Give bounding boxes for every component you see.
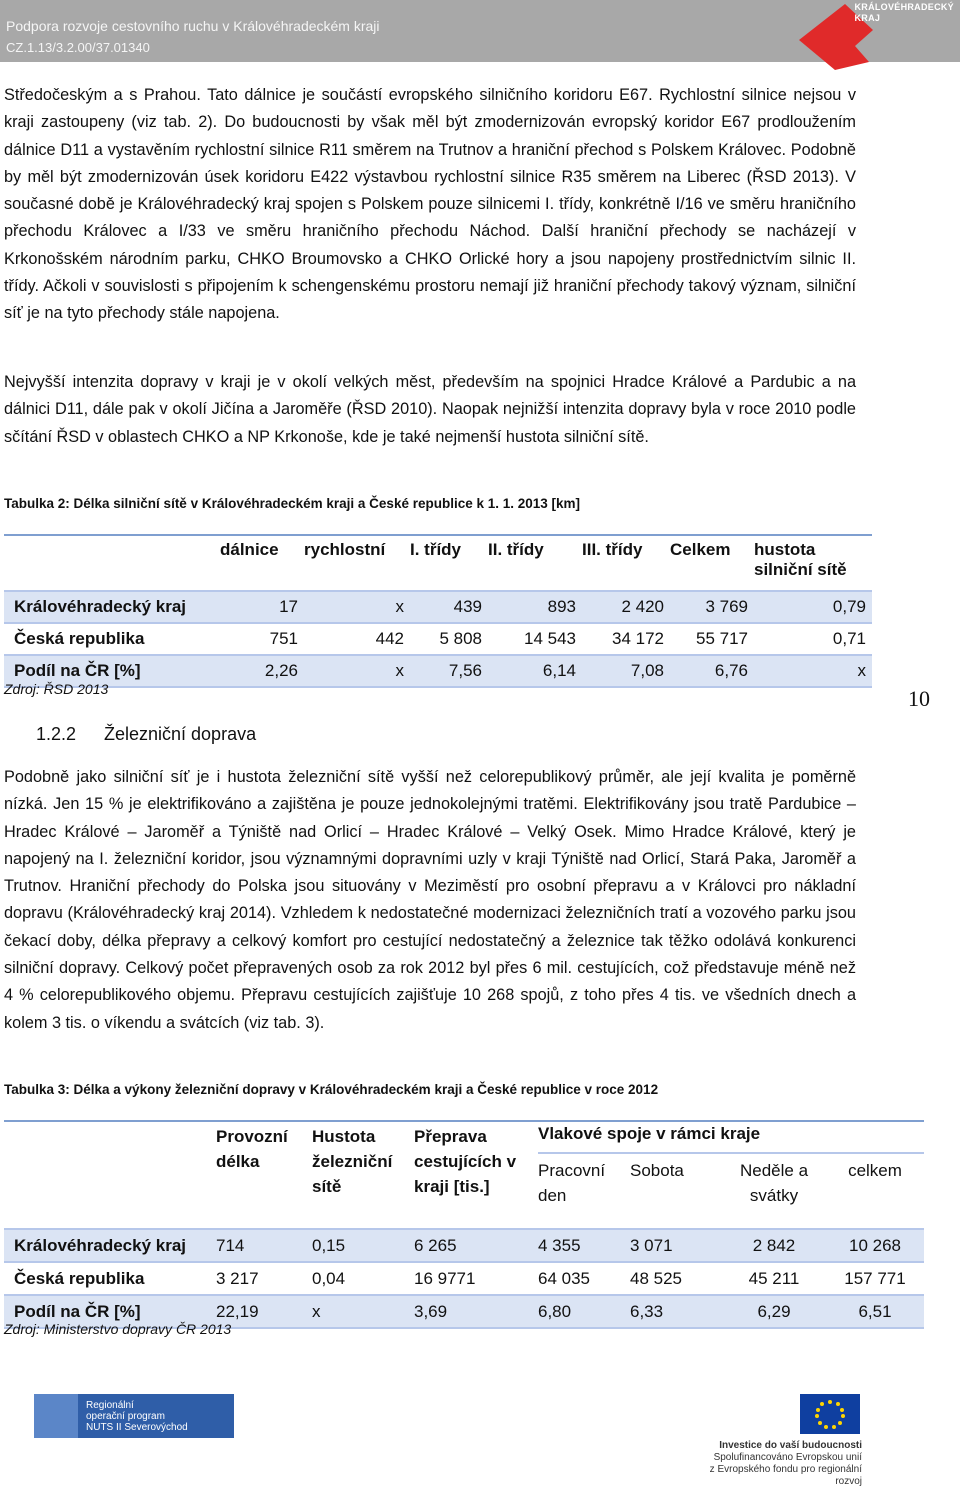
table-cell: 0,71 bbox=[754, 623, 872, 655]
logo-text bbox=[854, 2, 954, 24]
eu-line: Spolufinancováno Evropskou unií bbox=[713, 1452, 862, 1463]
table-cell: 2 842 bbox=[722, 1229, 826, 1262]
table-cell: 0,15 bbox=[312, 1229, 414, 1262]
table-cell: 10 268 bbox=[826, 1229, 924, 1262]
table2-caption: Tabulka 2: Délka silniční sítě v Královéhradeckém kraji a České republice k 1. 1. 2013 [km] bbox=[4, 496, 581, 511]
eu-flag-icon bbox=[800, 1394, 860, 1434]
row-label: Podíl na ČR [%] bbox=[4, 655, 220, 687]
rop-logo-mark-icon bbox=[34, 1394, 78, 1438]
table-cell: 5 808 bbox=[410, 623, 488, 655]
table-row bbox=[4, 1229, 924, 1262]
sub-header: Pracovní den bbox=[538, 1161, 606, 1205]
table-row bbox=[4, 655, 872, 687]
table-cell: 442 bbox=[304, 623, 410, 655]
rop-line: operační program bbox=[86, 1411, 165, 1422]
table-corner bbox=[4, 1121, 216, 1229]
table-cell: 64 035 bbox=[538, 1262, 630, 1295]
table-header-row bbox=[4, 535, 872, 591]
table-cell: 3,69 bbox=[414, 1295, 538, 1328]
eu-line: z Evropského fondu pro regionální rozvoj bbox=[709, 1464, 862, 1487]
col-header: dálnice bbox=[220, 535, 304, 591]
table-cell: 893 bbox=[488, 591, 582, 623]
page-number: 10 bbox=[908, 686, 930, 711]
table-cell: 55 717 bbox=[670, 623, 754, 655]
section-number: 1.2.2 bbox=[36, 724, 77, 744]
table-cell: 6,80 bbox=[538, 1295, 630, 1328]
table-cell: 751 bbox=[220, 623, 304, 655]
table-cell: 6,76 bbox=[670, 655, 754, 687]
table-cell: x bbox=[312, 1295, 414, 1328]
table-header-row bbox=[4, 1121, 924, 1153]
col-header: Celkem bbox=[670, 535, 754, 591]
table-cell: 714 bbox=[216, 1229, 312, 1262]
row-label: Česká republika bbox=[4, 623, 220, 655]
table-row bbox=[4, 591, 872, 623]
col-header: hustota silniční sítě bbox=[754, 535, 872, 591]
table-cell: 2 420 bbox=[582, 591, 670, 623]
header-code: CZ.1.13/3.2.00/37.01340 bbox=[6, 40, 150, 55]
section-heading bbox=[36, 724, 256, 745]
table-cell: 14 543 bbox=[488, 623, 582, 655]
table-cell: 6,29 bbox=[722, 1295, 826, 1328]
table-cell: 45 211 bbox=[722, 1262, 826, 1295]
rop-logo-text bbox=[86, 1400, 188, 1433]
col-header: Hustota železniční sítě bbox=[312, 1121, 414, 1229]
table-corner bbox=[4, 535, 220, 591]
table-cell: x bbox=[754, 655, 872, 687]
table2-source: Zdroj: ŘSD 2013 bbox=[4, 681, 109, 697]
col-header: Přeprava cestujících v kraji [tis.] bbox=[414, 1121, 538, 1229]
col-header: II. třídy bbox=[488, 535, 582, 591]
table3-source: Zdroj: Ministerstvo dopravy ČR 2013 bbox=[4, 1321, 232, 1337]
group-header: Vlakové spoje v rámci kraje bbox=[538, 1121, 924, 1153]
table-cell: x bbox=[304, 655, 410, 687]
table-cell: 3 217 bbox=[216, 1262, 312, 1295]
col-header: Provozní délka bbox=[216, 1121, 312, 1229]
paragraph-roads: Středočeským a s Prahou. Tato dálnice je součástí evropského silničního koridoru E67. Rychlostní silnice nejsou v kraji zastoupeny (viz tab. 2). Do budoucnosti by však měl být zmodernizován evropský koridor E67 prodloužením dálnice D11 a vystavěním rychlostní silnice R11 směrem na Trutnov a hraniční přechod s Polskem Královec. Podobně by měl být zmodernizován úsek koridoru E422 výstavbou rychlostní silnice R35 směrem na Liberec (ŘSD 2013). V současné době je Královéhradecký kraj spojen s Polskem pouze silnicemi I. třídy, konkrétně I/16 ve směru hraničního přechodu Královec a I/33 ve směru hraničního přechodu Náchod. Další hraniční přechody se nacházejí v Krkonošském národním parku, CHKO Broumovsko a CHKO Orlické hory a jsou napojeny prostřednictvím silnic II. třídy. Ačkoli v souvislosti s připojením k schengenskému prostoru nemají již hraniční přechody takový význam, silniční síť je na tyto přechody stále napojena. bbox=[4, 86, 856, 323]
eu-line: Investice do vaší budoucnosti bbox=[719, 1440, 862, 1451]
table-cell: 3 769 bbox=[670, 591, 754, 623]
section-title: Železniční doprava bbox=[104, 724, 257, 744]
table-cell: 17 bbox=[220, 591, 304, 623]
region-logo bbox=[795, 0, 960, 72]
sub-header: Neděle a svátky bbox=[739, 1161, 809, 1205]
table-cell: 157 771 bbox=[826, 1262, 924, 1295]
table-cell: 6,14 bbox=[488, 655, 582, 687]
table-cell: 0,79 bbox=[754, 591, 872, 623]
table-cell: 34 172 bbox=[582, 623, 670, 655]
row-label: Česká republika bbox=[4, 1262, 216, 1295]
row-label: Podíl na ČR [%] bbox=[4, 1295, 216, 1328]
page-footer bbox=[0, 1390, 960, 1487]
rop-line: NUTS II Severovýchod bbox=[86, 1422, 188, 1433]
sub-header: Sobota bbox=[630, 1161, 684, 1180]
rop-logo bbox=[34, 1394, 234, 1438]
table-row bbox=[4, 623, 872, 655]
col-header: I. třídy bbox=[410, 535, 488, 591]
table-row bbox=[4, 1262, 924, 1295]
table-cell: x bbox=[304, 591, 410, 623]
col-header: rychlostní bbox=[304, 535, 410, 591]
table-cell: 6,51 bbox=[826, 1295, 924, 1328]
table-cell: 7,56 bbox=[410, 655, 488, 687]
table-cell: 2,26 bbox=[220, 655, 304, 687]
header-title: Podpora rozvoje cestovního ruchu v Královéhradeckém kraji bbox=[6, 18, 380, 34]
paragraph-rail: Podobně jako silniční síť je i hustota železniční sítě vyšší než celorepublikový průměr, ale její kvalita je poměrně nízká. Jen 15 % je elektrifikováno a zajištěna je pouze jednokolejnými tratěmi. Elektrifikovány jsou tratě Pardubice – Hradec Králové – Jaroměř a Týniště nad Orlicí – Hradec Králové – Velký Osek. Mimo Hradce Králové, který je napojený na I. železniční koridor, jsou významnými dopravními uzly v kraji Týniště nad Orlicí, Stará Paka, Jaroměř a Trutnov. Hraniční přechody do Polska jsou situovány v Meziměstí pro osobní přepravu a v Královci pro nákladní dopravu (Královéhradecký kraj 2014). Vzhledem k nedostatečné modernizaci železničních tratí a vozového parku jsou čekací doby, délka přepravy a celkový komfort pro cestující nedostatečný a železnice tak těžko odolává konkurenci silniční dopravy. Celkový počet přepravených osob za rok 2012 byl přes 6 mil. cestujících, což představuje méně než 4 % celorepublikového objemu. Přepravu cestujících zajišťuje 10 268 spojů, z toho přes 4 tis. ve všedních dnech a kolem 3 tis. o víkendu a svátcích (viz tab. 3). bbox=[4, 768, 856, 1032]
row-label: Královéhradecký kraj bbox=[4, 591, 220, 623]
col-header: III. třídy bbox=[582, 535, 670, 591]
table-cell: 16 9771 bbox=[414, 1262, 538, 1295]
road-length-table bbox=[4, 534, 872, 688]
table-cell: 48 525 bbox=[630, 1262, 722, 1295]
table-cell: 439 bbox=[410, 591, 488, 623]
table3-caption: Tabulka 3: Délka a výkony železniční dopravy v Královéhradeckém kraji a České republice v roce 2012 bbox=[4, 1082, 659, 1097]
table-cell: 7,08 bbox=[582, 655, 670, 687]
rail-table bbox=[4, 1120, 924, 1329]
table-cell: 22,19 bbox=[216, 1295, 312, 1328]
logo-text-line-1: KRÁLOVÉHRADECKÝ bbox=[854, 2, 954, 12]
table-cell: 4 355 bbox=[538, 1229, 630, 1262]
eu-text bbox=[690, 1440, 862, 1488]
rop-line: Regionální bbox=[86, 1400, 134, 1411]
table-cell: 6 265 bbox=[414, 1229, 538, 1262]
sub-header: celkem bbox=[848, 1161, 902, 1180]
table-cell: 6,33 bbox=[630, 1295, 722, 1328]
paragraph-traffic: Nejvyšší intenzita dopravy v kraji je v okolí velkých měst, především na spojnici Hradce Králové a Pardubic a na dálnici D11, dále pak v okolí Jičína a Jaroměře (ŘSD 2010). Naopak nejnižší intenzita dopravy byla v roce 2010 podle sčítání ŘSD v oblastech CHKO a NP Krkonoše, kde je také nejmenší hustota silniční sítě. bbox=[4, 373, 856, 446]
logo-text-line-2: KRAJ bbox=[854, 13, 881, 23]
table-cell: 3 071 bbox=[630, 1229, 722, 1262]
table-cell: 0,04 bbox=[312, 1262, 414, 1295]
row-label: Královéhradecký kraj bbox=[4, 1229, 216, 1262]
